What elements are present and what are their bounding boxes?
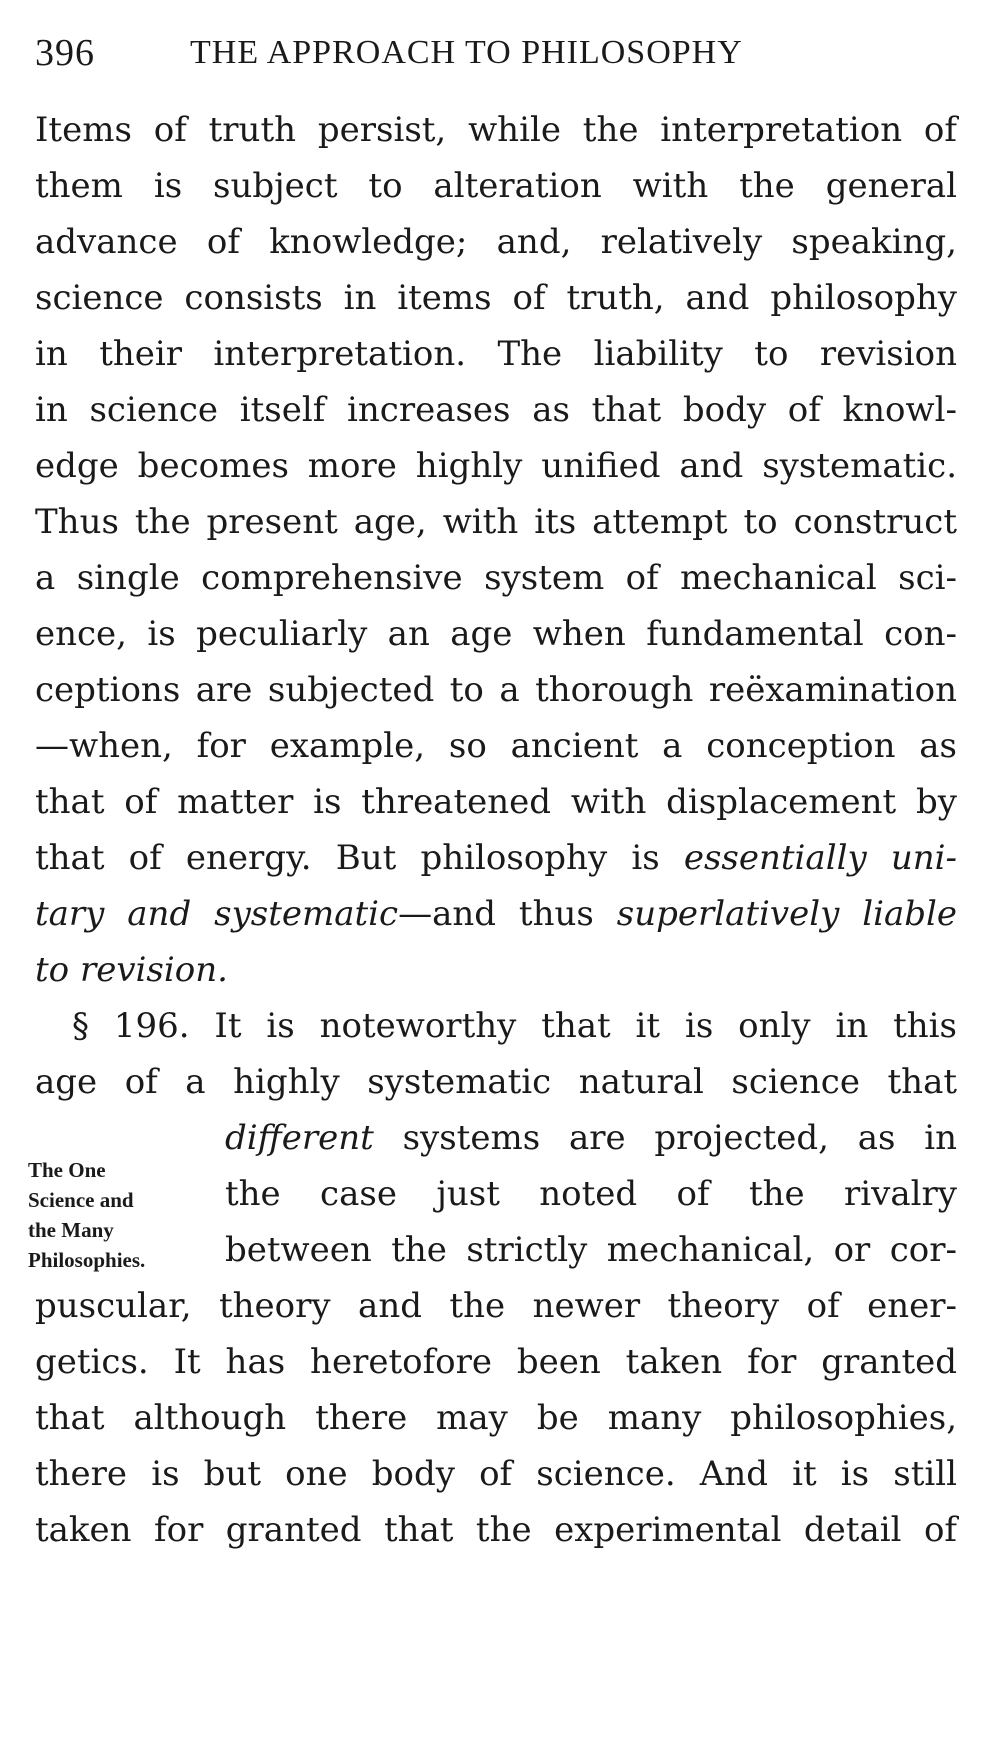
sidenote-line: Philosophies. bbox=[28, 1248, 146, 1272]
text-line: a single comprehensive system of mechanical sci- bbox=[35, 558, 957, 598]
text-line bbox=[35, 830, 957, 886]
italic-text: different bbox=[225, 1118, 374, 1158]
text-line: that although there may be many philosophies, bbox=[35, 1398, 957, 1438]
text-span: systems are projected, as in bbox=[373, 1118, 957, 1158]
text-line: ence, is peculiarly an age when fundamental con- bbox=[35, 614, 957, 654]
text-line: in science itself increases as that body of knowl- bbox=[35, 390, 957, 430]
sidenote-line: The One bbox=[28, 1158, 106, 1182]
text-line bbox=[225, 1110, 957, 1166]
text-line bbox=[35, 886, 957, 942]
text-line: between the strictly mechanical, or cor- bbox=[225, 1230, 957, 1270]
text-span: that of energy. But philosophy is bbox=[35, 838, 684, 878]
italic-text: superlatively liable bbox=[616, 894, 958, 934]
sidenote-line: Science and bbox=[28, 1188, 134, 1212]
text-line: —when, for example, so ancient a conception as bbox=[35, 726, 957, 766]
text-line: taken for granted that the experimental detail of bbox=[35, 1510, 957, 1550]
text-line: age of a highly systematic natural science that bbox=[35, 1062, 957, 1102]
text-line: § 196. It is noteworthy that it is only in this bbox=[72, 1006, 957, 1046]
text-line: Thus the present age, with its attempt to construct bbox=[35, 502, 957, 542]
page-header bbox=[35, 28, 955, 78]
text-line: ceptions are subjected to a thorough reëxamination bbox=[35, 670, 957, 710]
text-line: there is but one body of science. And it is still bbox=[35, 1454, 957, 1494]
running-head: THE APPROACH TO PHILOSOPHY bbox=[190, 34, 743, 71]
text-line: science consists in items of truth, and philosophy bbox=[35, 278, 957, 318]
page-number: 396 bbox=[35, 32, 95, 74]
text-line: that of matter is threatened with displacement by bbox=[35, 782, 957, 822]
text-line bbox=[35, 942, 957, 998]
text-line: advance of knowledge; and, relatively speaking, bbox=[35, 222, 957, 262]
text-line: edge becomes more highly unified and systematic. bbox=[35, 446, 957, 486]
text-line: Items of truth persist, while the interpretation of bbox=[35, 110, 957, 150]
text-line: in their interpretation. The liability to revision bbox=[35, 334, 957, 374]
text-line: them is subject to alteration with the general bbox=[35, 166, 957, 206]
italic-text: to revision. bbox=[35, 950, 228, 990]
text-line: getics. It has heretofore been taken for granted bbox=[35, 1342, 957, 1382]
sidenote-line: the Many bbox=[28, 1218, 114, 1242]
text-line: puscular, theory and the newer theory of ener- bbox=[35, 1286, 957, 1326]
text-span: —and thus bbox=[398, 894, 617, 934]
text-line: the case just noted of the rivalry bbox=[225, 1174, 957, 1214]
italic-text: tary and systematic bbox=[35, 894, 399, 934]
italic-text: essentially uni- bbox=[683, 838, 958, 878]
margin-sidenote bbox=[28, 1155, 208, 1275]
